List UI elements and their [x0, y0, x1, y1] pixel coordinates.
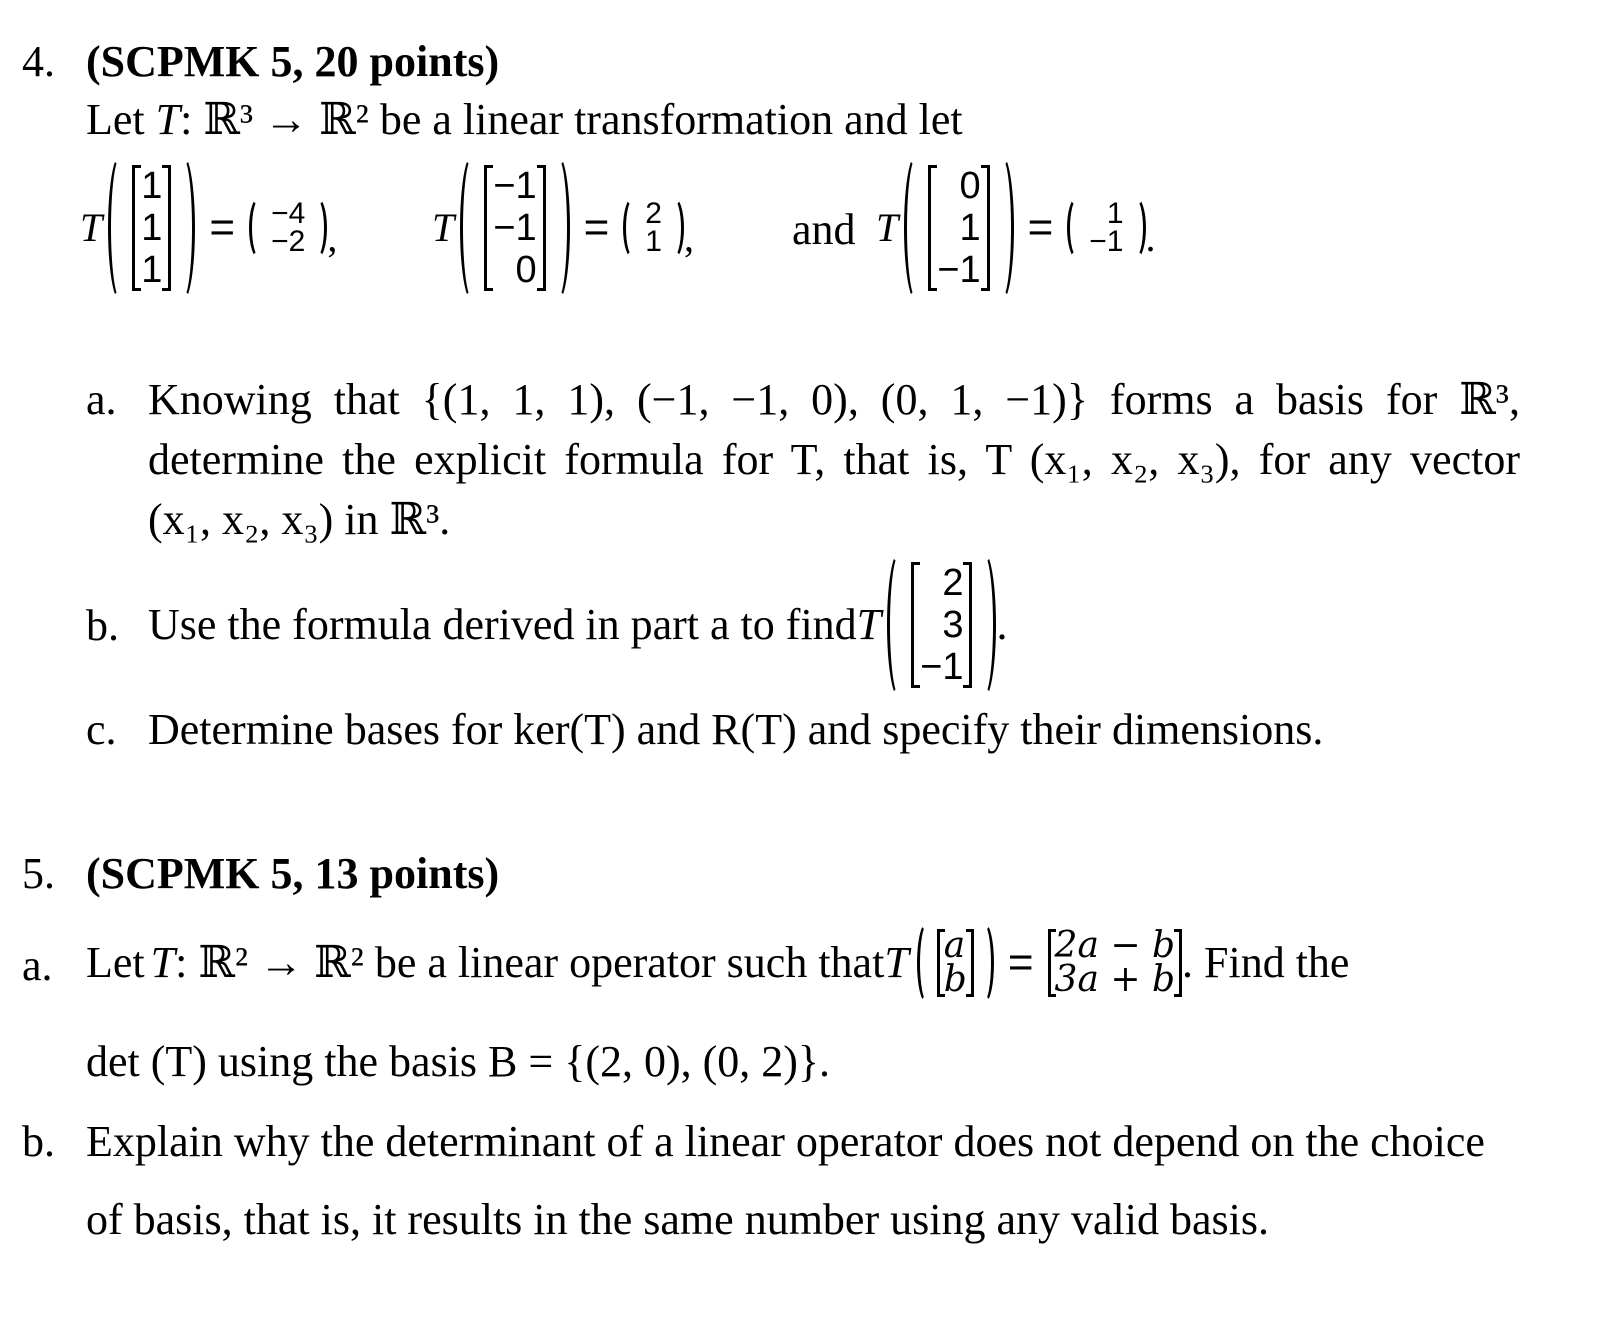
eq1-output-vector	[269, 196, 307, 258]
equation-1	[80, 155, 337, 300]
eq2-in-0: −1	[493, 164, 537, 207]
eq2-out-paren-right	[664, 197, 684, 259]
equation-2	[432, 155, 694, 300]
intro-prefix: Let	[86, 95, 156, 144]
eq1-in-1: 1	[141, 206, 163, 249]
p5-a-paren-right	[974, 922, 994, 1004]
eq3-paren-right	[990, 155, 1014, 301]
p5-a-input-vector	[937, 925, 974, 1000]
eq1-paren-left	[108, 155, 132, 301]
eq1-input-vector	[132, 165, 171, 291]
eq3-period: .	[1145, 214, 1156, 260]
eq2-equals: =	[583, 202, 610, 252]
eq2-out-paren-left	[623, 197, 643, 259]
p5-a-out-0: 2a − b	[1054, 925, 1176, 966]
eq2-paren-left	[460, 155, 484, 301]
eq3-in-0: 0	[959, 164, 981, 207]
p4-c-label: c.	[86, 705, 117, 754]
p4-a-label: a.	[86, 375, 117, 424]
p4-b-line	[148, 552, 1007, 697]
eq2-paren-right	[546, 155, 570, 301]
eq1-in-2: 1	[141, 248, 163, 291]
eq2-output-vector	[643, 196, 664, 258]
p4-b-period: .	[996, 599, 1008, 649]
p4-a-line-1: Knowing that {(1, 1, 1), (−1, −1, 0), (0, 1, −1)} forms a basis for ℝ³,	[148, 375, 1520, 424]
p5-b-line-1: Explain why the determinant of a linear operator does not depend on the choice	[86, 1117, 1485, 1166]
intro-t-symbol: T	[155, 95, 181, 144]
p5-a-t-symbol: T	[150, 938, 176, 987]
p5-b-line-2: of basis, that is, it results in the same number using any valid basis.	[86, 1195, 1269, 1244]
p4-b-vec-1: 3	[942, 603, 964, 646]
p5-a-line-1	[86, 918, 1349, 1008]
eq3-paren-left	[904, 155, 928, 301]
p5-a-output-vector	[1048, 925, 1182, 1000]
equation-3	[876, 155, 1156, 300]
eq1-out-paren-right	[307, 197, 327, 259]
p5-a-in-1: b	[943, 959, 967, 1000]
problem-4-header: (SCPMK 5, 20 points)	[86, 37, 500, 86]
p5-a-line-2: det (T) using the basis B = {(2, 0), (0, 2)}.	[86, 1037, 831, 1086]
problem-5-number: 5.	[22, 849, 55, 898]
eq3-out-paren-left	[1067, 197, 1087, 259]
p5-a-prefix: Let	[86, 938, 145, 987]
p4-b-vec-0: 2	[942, 561, 964, 604]
p4-b-text: Use the formula derived in part a to find	[148, 599, 857, 649]
eq3-in-1: 1	[959, 206, 981, 249]
eq2-t-symbol: T	[432, 204, 455, 250]
p4-b-vector	[911, 562, 972, 688]
p5-a-paren-left	[917, 922, 937, 1004]
eq1-equals: =	[209, 202, 236, 252]
p5-a-t2-symbol: T	[884, 938, 909, 987]
eq2-in-2: 0	[515, 248, 537, 291]
eq2-out-1: 1	[645, 224, 662, 258]
p4-b-label: b.	[86, 601, 119, 650]
eq1-t-symbol: T	[80, 204, 103, 250]
p5-a-equals: =	[1007, 938, 1034, 987]
p4-a-line-2: determine the explicit formula for T, that is, T (x₁, x₂, x₃), for any vector	[148, 435, 1520, 484]
p5-a-out-1: 3a + b	[1054, 959, 1176, 1000]
p4-b-t-symbol: T	[856, 599, 882, 649]
eq1-out-1: −2	[271, 224, 306, 258]
eq1-paren-right	[171, 155, 195, 301]
p5-a-label: a.	[22, 941, 53, 990]
eq3-out-1: −1	[1089, 224, 1124, 258]
eq2-in-1: −1	[493, 206, 537, 249]
p4-b-paren-left	[887, 552, 911, 698]
eq3-in-2: −1	[937, 248, 981, 291]
eq2-out-0: 2	[645, 196, 662, 230]
eq3-input-vector	[928, 165, 989, 291]
p5-a-suffix: . Find the	[1182, 938, 1350, 987]
eq1-in-0: 1	[141, 164, 163, 207]
p5-a-in-0: a	[943, 925, 966, 966]
eq3-output-vector	[1087, 196, 1125, 258]
eq3-out-0: 1	[1106, 196, 1124, 230]
eq1-out-paren-left	[249, 197, 269, 259]
intro-map: : ℝ³ → ℝ² be a linear transformation and let	[180, 95, 963, 144]
p4-b-vec-2: −1	[920, 645, 964, 688]
eq3-t-symbol: T	[876, 204, 899, 250]
p4-c-text: Determine bases for ker(T) and R(T) and specify their dimensions.	[148, 705, 1324, 754]
eq3-out-paren-right	[1126, 197, 1146, 259]
eq3-equals: =	[1027, 202, 1054, 252]
eq2-comma: ,	[683, 214, 694, 260]
p5-b-label: b.	[22, 1117, 55, 1166]
problem-5-header: (SCPMK 5, 13 points)	[86, 849, 500, 898]
problem-4-intro	[86, 95, 963, 144]
eq1-comma: ,	[327, 214, 338, 260]
p4-a-line-3: (x₁, x₂, x₃) in ℝ³.	[148, 495, 451, 544]
p5-a-map: : ℝ² → ℝ² be a linear operator such that	[175, 938, 885, 987]
eq1-out-0: −4	[271, 196, 306, 230]
eq2-input-vector	[484, 165, 545, 291]
and-word: and	[792, 205, 856, 254]
problem-4-number: 4.	[22, 37, 55, 86]
p4-b-paren-right	[972, 552, 996, 698]
